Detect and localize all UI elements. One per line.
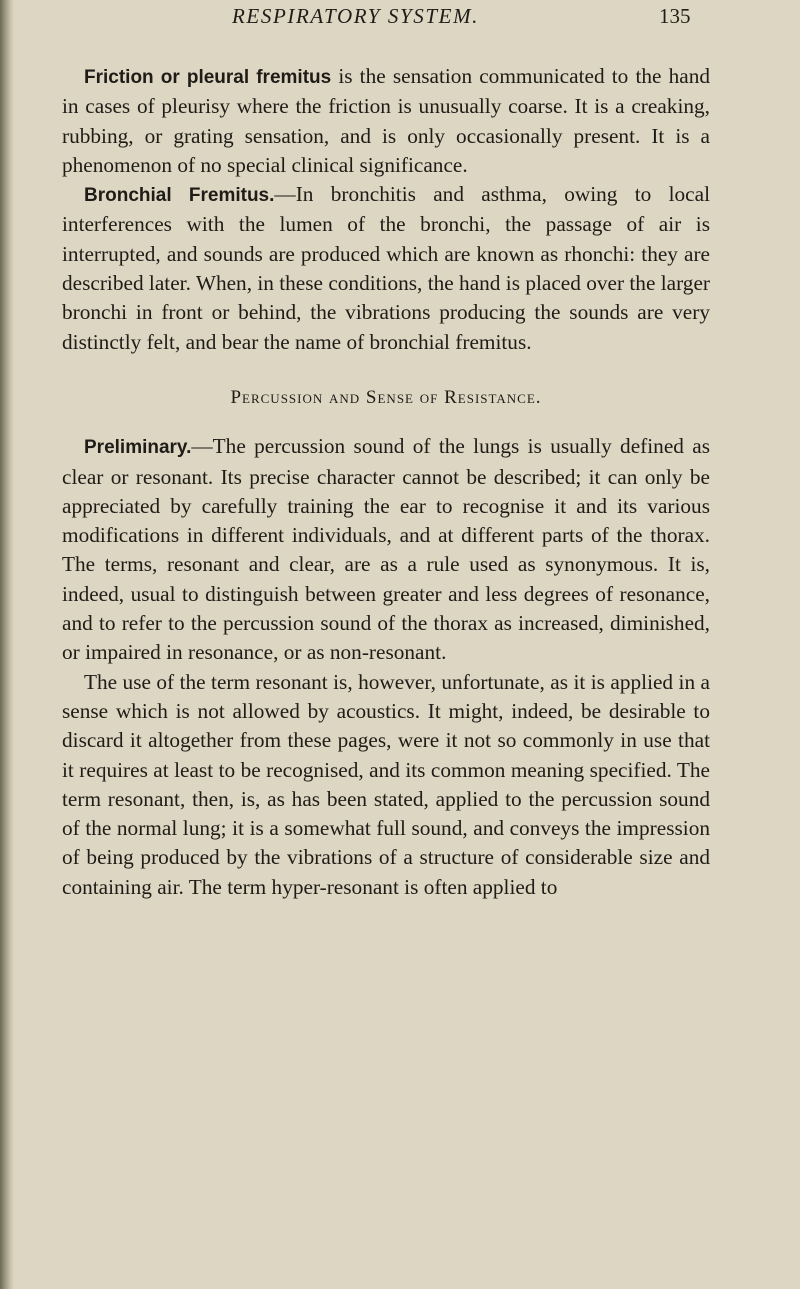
paragraph-term-resonant <box>62 668 710 902</box>
page-gutter-shadow <box>0 0 14 1289</box>
running-head-title: RESPIRATORY SYSTEM. <box>232 4 480 28</box>
paragraph-text: —In bronchitis and asthma, owing to local interferences with the lumen of the bronchi, the passage of air is interrupted, and sounds are produced which are known as rhonchi: they are described later. When, in these conditions, the hand is placed over the larger bronchi in front or behind, the vibrations producing the sounds are very distinctly felt, and bear the name of bronchial fremitus. <box>62 182 710 354</box>
section-heading: Percussion and Sense of Resistance. <box>230 386 542 408</box>
page-number: 135 <box>659 4 691 28</box>
paragraph-lead: Bronchial Fremitus. <box>84 185 275 207</box>
paragraph-friction-fremitus <box>62 62 710 180</box>
paragraph-preliminary <box>62 432 710 667</box>
paragraph-lead: Preliminary. <box>84 437 192 459</box>
paragraph-text: The use of the term resonant is, however, unfortunate, as it is applied in a sense which is not allowed by acoustics. It might, indeed, be desirable to discard it altogether from these pages, were it not so commonly in use that it requires at least to be recognised, and its common meaning specified. The term resonant, then, is, as has been stated, applied to the percussion sound of the normal lung; it is a somewhat full sound, and conveys the impression of being produced by the vibrations of a structure of considerable size and containing air. The term hyper-resonant is often applied to <box>62 669 710 899</box>
paragraph-bronchial-fremitus <box>62 180 710 357</box>
body-text <box>62 62 710 902</box>
paragraph-text: is the sensation communicated to the hand in cases of pleurisy where the friction is unusually coarse. It is a creaking, rubbing, or grating sensation, and is only occasionally present. It is a phenomenon of no special clinical significance. <box>62 64 710 177</box>
paragraph-lead: Friction or pleural fremitus <box>84 67 332 88</box>
running-head <box>0 4 800 34</box>
paragraph-text: —The percussion sound of the lungs is usually defined as clear or resonant. Its precise character cannot be described; it can only be appreciated by carefully training the ear to recognise it and its various modifications in different individuals, and at different parts of the thorax. The terms, resonant and clear, are as a rule used as synonymous. It is, indeed, usual to distinguish between greater and less degrees of resonance, and to refer to the percussion sound of the thorax as increased, diminished, or impaired in resonance, or as non-resonant. <box>62 434 710 665</box>
